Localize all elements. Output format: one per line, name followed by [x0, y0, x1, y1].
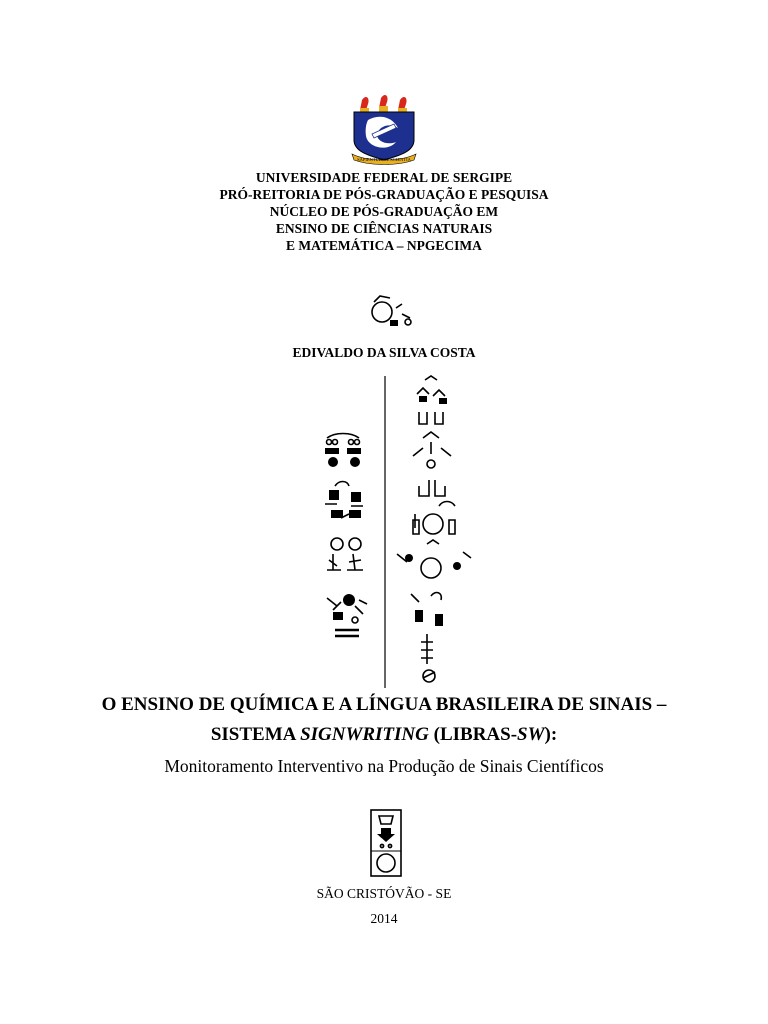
institution-line-3: NÚCLEO DE PÓS-GRADUAÇÃO EM — [269, 204, 499, 219]
signwriting-left-column — [325, 434, 367, 637]
signwriting-author-glyph — [366, 292, 416, 332]
place: SÃO CRISTÓVÃO - SE — [316, 886, 452, 901]
signwriting-illustration — [315, 372, 475, 690]
year: 2014 — [370, 911, 398, 926]
university-logo — [348, 94, 420, 164]
title-line-2 — [0, 724, 768, 746]
title-line-1: O ENSINO DE QUÍMICA E A LÍNGUA BRASILEIRA DE SINAIS – — [101, 694, 667, 715]
title-part-e: ): — [544, 724, 558, 745]
title-part-signwriting: SIGNWRITING — [300, 724, 429, 745]
author-name: EDIVALDO DA SILVA COSTA — [292, 345, 476, 360]
torch-flames — [360, 95, 407, 114]
institution-line-1: UNIVERSIDADE FEDERAL DE SERGIPE — [255, 170, 513, 185]
title-part-a: SISTEMA — [210, 724, 301, 745]
title-part-c: (LIBRAS- — [428, 724, 518, 745]
signwriting-bottom-glyph — [369, 808, 403, 878]
institution-line-5: E MATEMÁTICA – NPGECIMA — [286, 238, 482, 253]
signwriting-right-column — [397, 376, 471, 682]
title-part-sw: SW — [517, 724, 545, 745]
logo-motto: SAPIENTIA EST SCIENTIA — [357, 157, 411, 162]
institution-line-2: PRÓ-REITORIA DE PÓS-GRADUAÇÃO E PESQUISA — [219, 187, 549, 202]
subtitle: Monitoramento Interventivo na Produção de Sinais Científicos — [164, 756, 604, 776]
institution-line-4: ENSINO DE CIÊNCIAS NATURAIS — [275, 221, 493, 236]
